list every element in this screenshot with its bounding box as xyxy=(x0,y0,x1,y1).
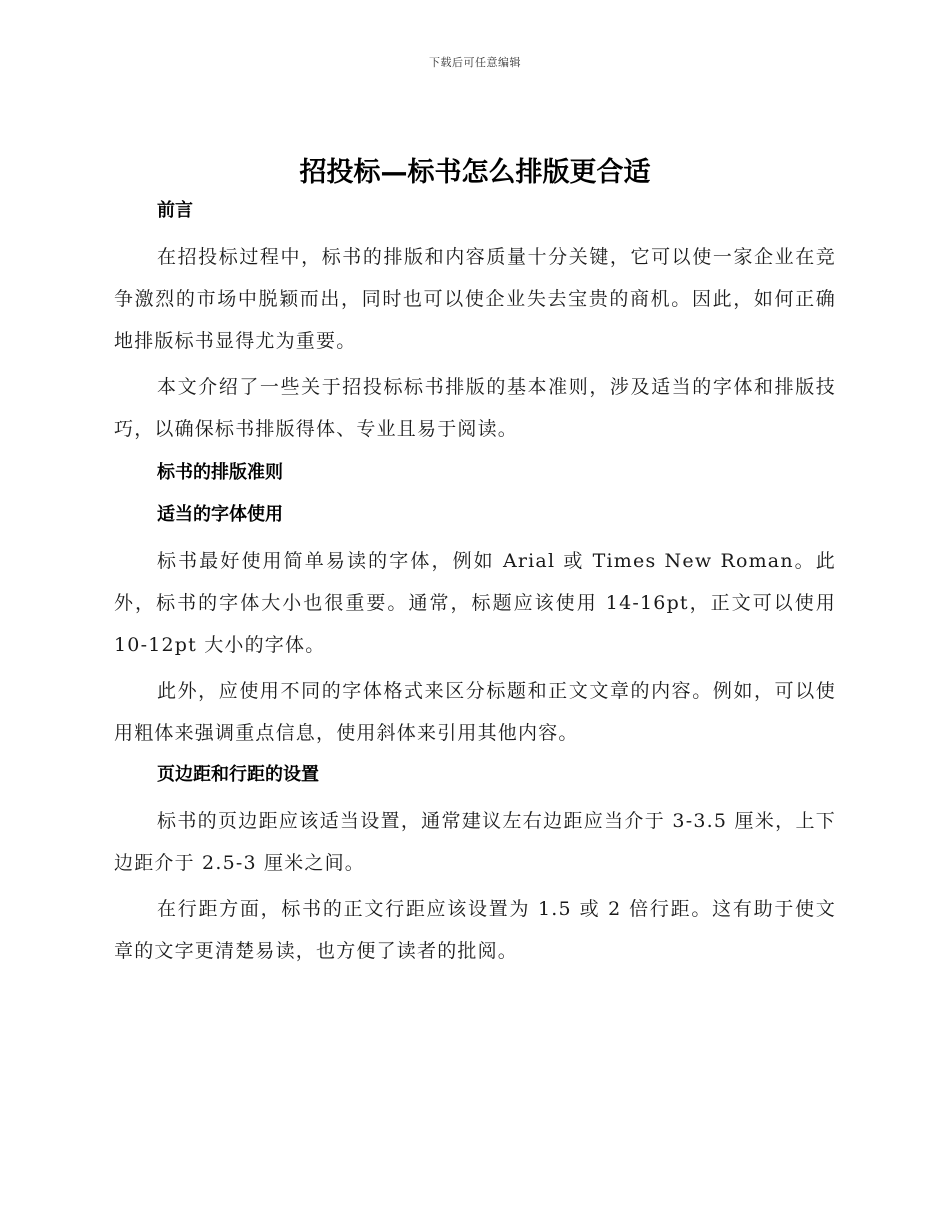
preface-paragraph-2: 本文介绍了一些关于招投标标书排版的基本准则，涉及适当的字体和排版技巧，以确保标书排版得体、专业且易于阅读。 xyxy=(114,376,836,440)
font-paragraph-2: 此外，应使用不同的字体格式来区分标题和正文文章的内容。例如，可以使用粗体来强调重点信息，使用斜体来引用其他内容。 xyxy=(114,680,836,744)
rules-heading: 标书的排版准则 xyxy=(157,462,283,483)
margin-paragraph-2: 在行距方面，标书的正文行距应该设置为 1.5 或 2 倍行距。这有助于使文章的文字更清楚易读，也方便了读者的批阅。 xyxy=(114,898,836,962)
preface-heading: 前言 xyxy=(157,200,193,221)
font-paragraph-1: 标书最好使用简单易读的字体，例如 Arial 或 Times New Roman。此外，标书的字体大小也很重要。通常，标题应该使用 14-16pt，正文可以使用 10-12pt 大小的字体。 xyxy=(114,550,836,656)
document-title: 招投标—标书怎么排版更合适 xyxy=(299,157,651,188)
font-usage-heading: 适当的字体使用 xyxy=(157,504,283,525)
margin-spacing-heading: 页边距和行距的设置 xyxy=(157,764,319,785)
preface-paragraph-1: 在招投标过程中，标书的排版和内容质量十分关键，它可以使一家企业在竞争激烈的市场中脱颖而出，同时也可以使企业失去宝贵的商机。因此，如何正确地排版标书显得尤为重要。 xyxy=(114,246,836,352)
document-body xyxy=(114,194,836,976)
page-header-note: 下载后可任意编辑 xyxy=(429,56,521,69)
margin-paragraph-1: 标书的页边距应该适当设置，通常建议左右边距应当介于 3-3.5 厘米，上下边距介于 2.5-3 厘米之间。 xyxy=(114,810,836,874)
